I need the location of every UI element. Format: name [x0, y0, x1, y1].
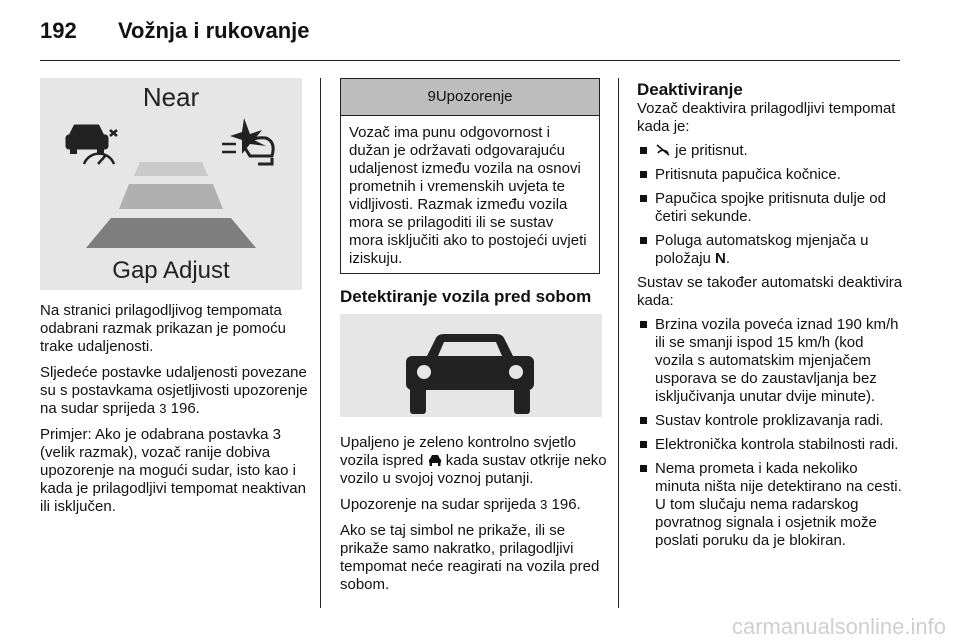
right-column — [637, 100, 905, 556]
warning-title-bar — [341, 79, 599, 116]
header-rule — [40, 60, 900, 61]
warning-box — [340, 78, 600, 274]
section-heading-detection: Detektiranje vozila pred sobom — [340, 287, 592, 306]
warning-body: Vozač ima punu odgovornost i dužan je održavati odgovarajuću udaljenost između vozila na osnovi prometnih i vremenskih uvjeta te vidljivosti. Razmak između vozila mora se prilagoditi ili se sustav mora isključiti ako to postojeći uvjeti iziskuju. — [349, 124, 587, 267]
gap-adjust-figure — [40, 78, 302, 290]
left-paragraph-2: Sljedeće postavke udaljenosti povezane su s postavkama osjetljivosti upozorenje na sudar sprijeda 3 196. — [40, 364, 308, 417]
list-item: Poluga automatskog mjenjača u položaju N. — [637, 232, 905, 268]
list-item: Pritisnuta papučica kočnice. — [637, 166, 905, 184]
driver-deactivation-list — [637, 142, 905, 226]
distance-bar-far — [86, 218, 256, 248]
vehicle-ahead-figure — [340, 314, 602, 417]
middle-paragraph-1: Upaljeno je zeleno kontrolno svjetlo vozila ispred kada sustav otkrije neko vozilo u svojoj voznoj putanji. — [340, 434, 607, 487]
warning-title: Upozorenje — [435, 88, 513, 105]
left-paragraph-1: Na stranici prilagodljivog tempomata odabrani razmak prikazan je pomoću trake udaljenosti. — [40, 302, 286, 355]
middle-paragraph-2: Upozorenje na sudar sprijeda 3 196. — [340, 496, 581, 513]
reference-arrow-icon: 3 — [159, 401, 167, 416]
page-title: Vožnja i rukovanje — [118, 18, 310, 43]
car-gauge-icon — [67, 126, 117, 164]
left-column — [40, 302, 308, 524]
page-number: 192 — [40, 18, 77, 43]
left-paragraph-3: Primjer: Ako je odabrana postavka 3 (velik razmak), vozač ranije dobiva upozorenje na mogući sudar, isto kao i kada je prilagodljivi tempomat neaktivan ili isključen. — [40, 426, 306, 515]
deactivation-intro: Vozač deaktivira prilagodljivi tempomat kada je: — [637, 100, 896, 135]
figure-label-gap-adjust: Gap Adjust — [112, 257, 230, 284]
list-item: je pritisnut. — [637, 142, 905, 160]
middle-column — [340, 434, 608, 602]
reference-arrow-icon: 3 — [540, 497, 548, 512]
distance-bar-medium — [119, 184, 223, 209]
list-item: Elektronička kontrola stabilnosti radi. — [637, 436, 905, 454]
list-item: Brzina vozila poveća iznad 190 km/h ili se smanji ispod 15 km/h (kod vozila s automatskim mjenjačem usporava se do zaustavljanja bez isključivanja unutar dvije minute). — [637, 316, 905, 406]
middle-paragraph-3: Ako se taj simbol ne prikaže, ili se prikaže samo nakratko, prilagodljivi tempomat neće reagirati na vozila pred sobom. — [340, 522, 600, 593]
vehicle-ahead-inline-icon — [428, 454, 442, 466]
cruise-cancel-icon — [655, 144, 671, 156]
page-header — [40, 18, 310, 44]
list-item: Nema prometa i kada nekoliko minuta ništa nije detektirano na cesti. U tom slučaju nema radarskog povratnog signala i osjetnik može poslati poruku da je blokiran. — [637, 460, 905, 550]
auto-deactivation-list — [637, 316, 905, 550]
warning-triangle-icon: 9 — [427, 88, 436, 105]
section-heading-deactivation: Deaktiviranje — [637, 80, 743, 99]
collision-icon — [222, 118, 273, 164]
watermark: carmanualsonline.info — [731, 614, 946, 639]
column-divider-2 — [618, 78, 619, 608]
list-item: Sustav kontrole proklizavanja radi. — [637, 412, 905, 430]
column-divider-1 — [320, 78, 321, 608]
auto-deactivation-intro: Sustav se također automatski deaktivira kada: — [637, 274, 903, 309]
distance-bar-near — [134, 162, 208, 176]
figure-label-near: Near — [142, 82, 200, 112]
vehicle-ahead-icon — [340, 314, 602, 417]
lever-list — [637, 232, 905, 268]
list-item: Papučica spojke pritisnuta dulje od četiri sekunde. — [637, 190, 905, 226]
